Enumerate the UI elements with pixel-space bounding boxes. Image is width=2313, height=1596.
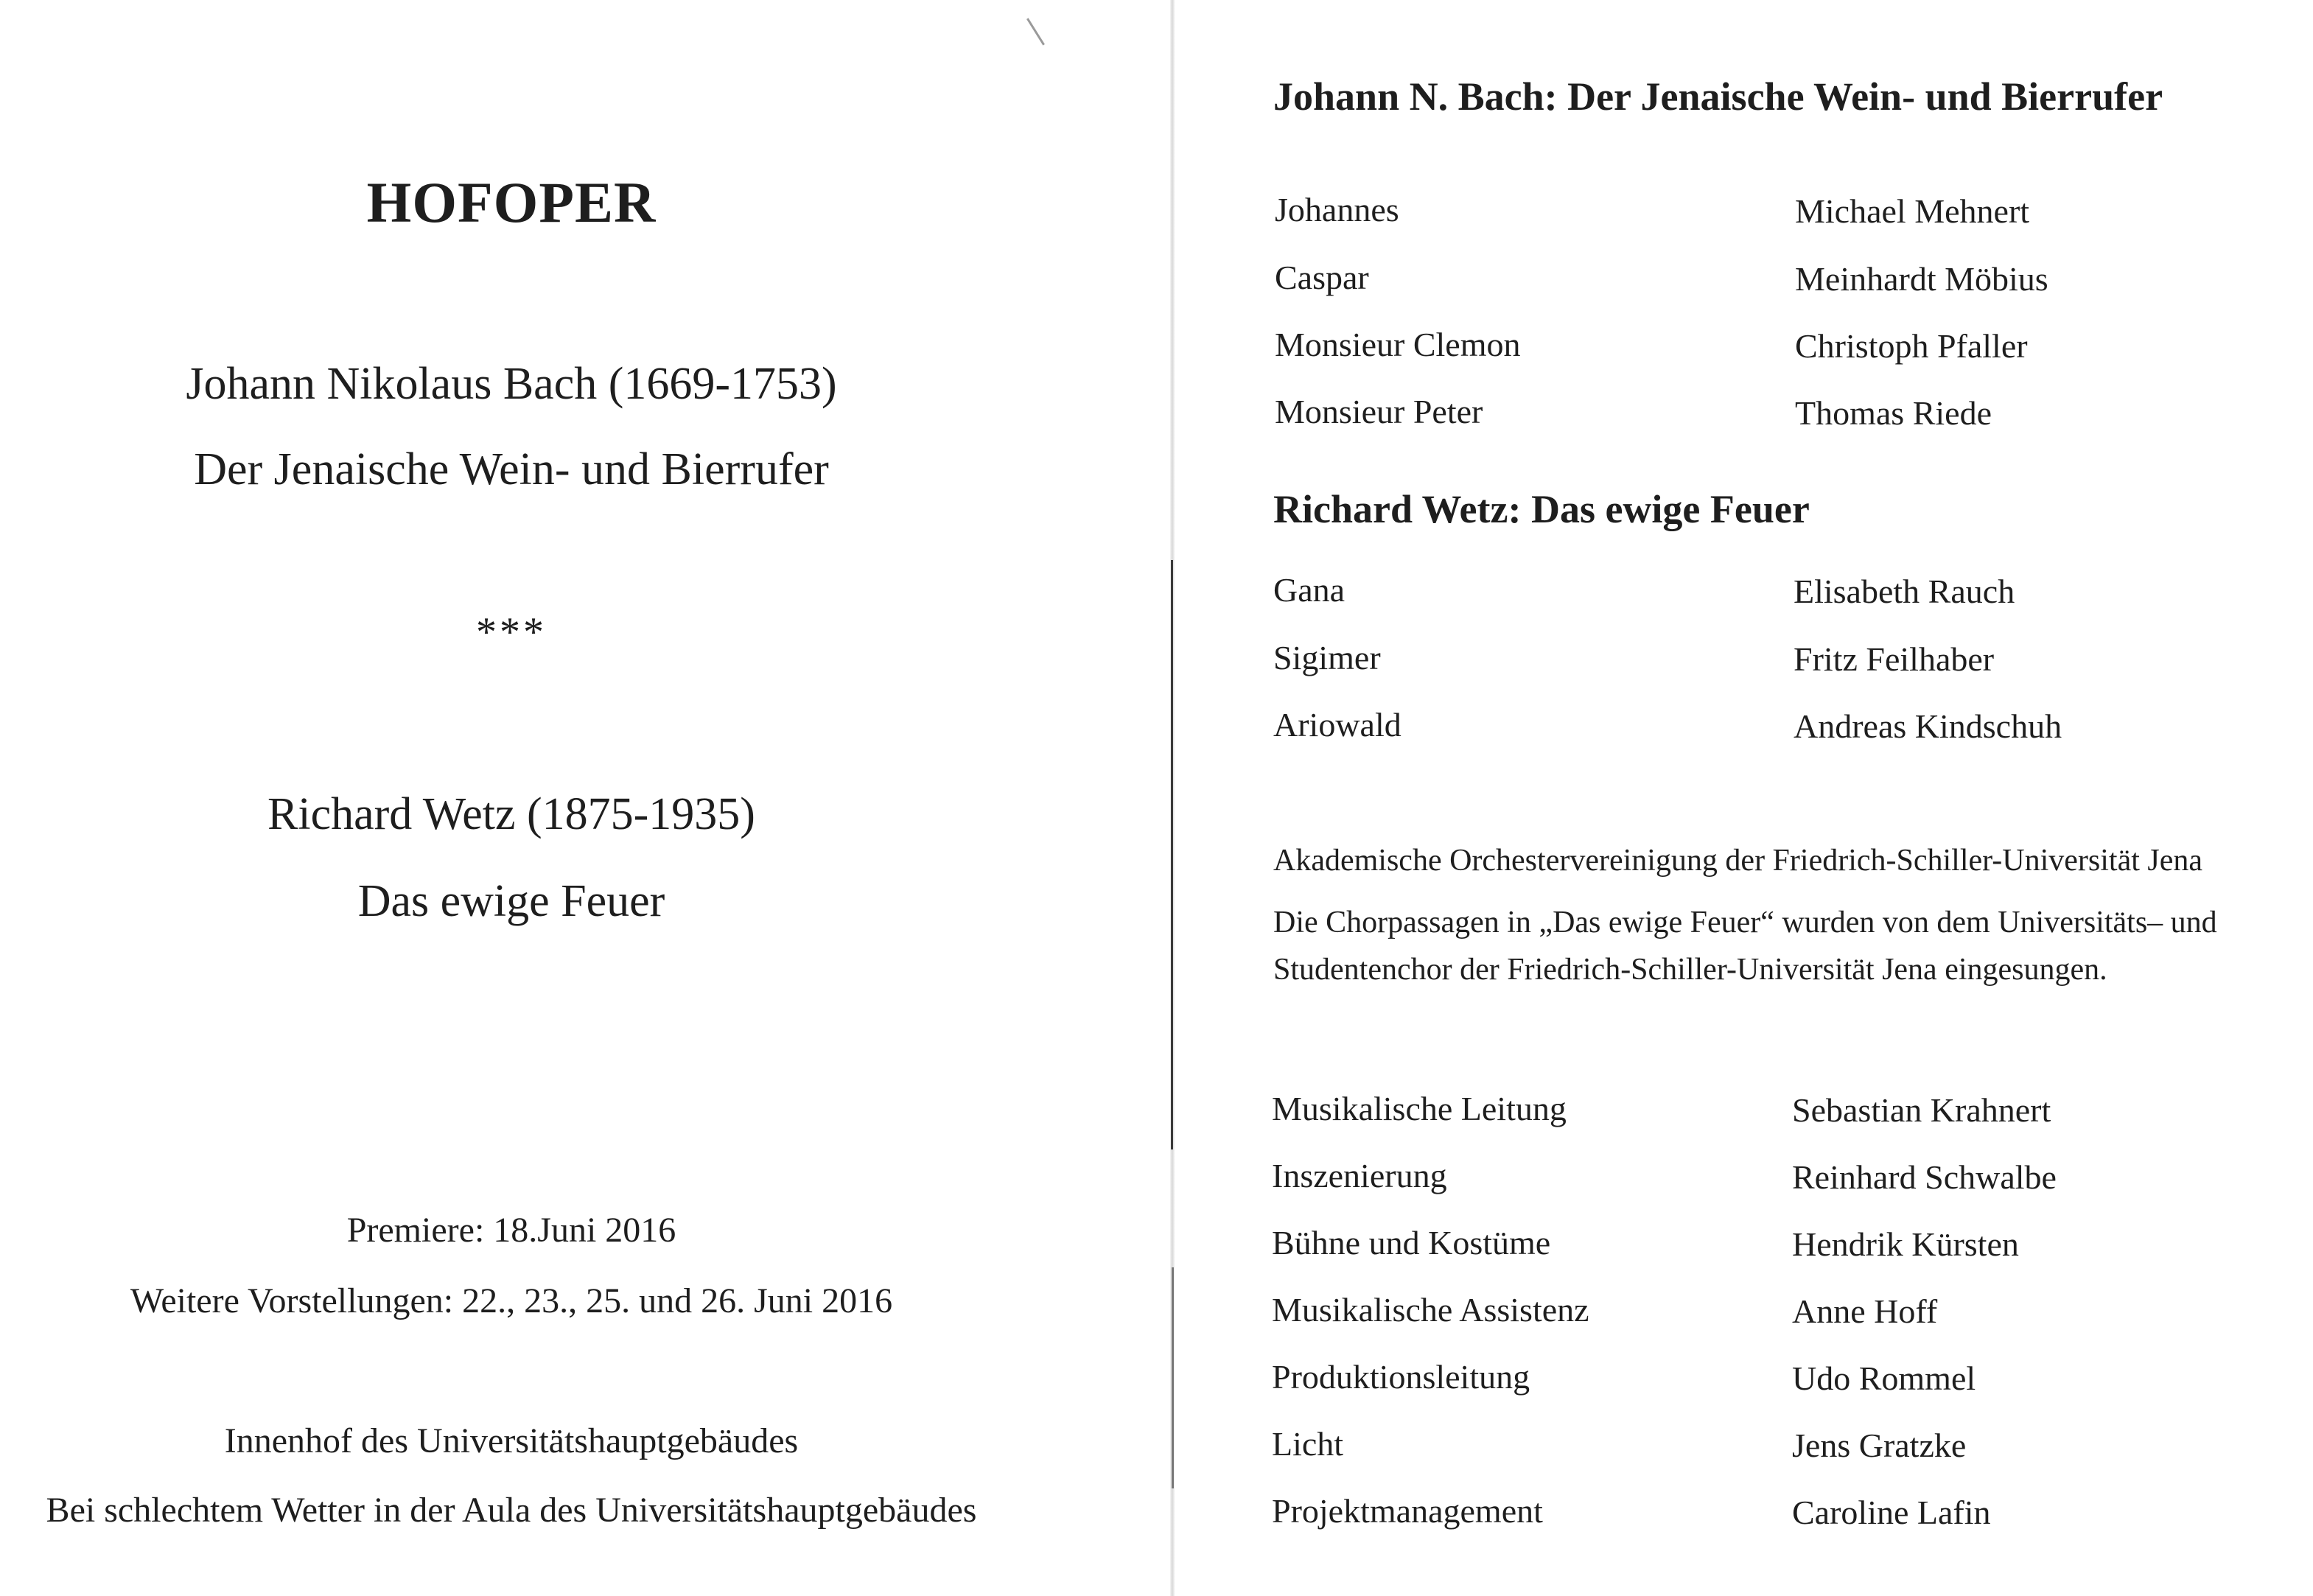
crew-name: Sebastian Krahnert [1792, 1091, 2051, 1129]
right-page [1178, 0, 2313, 1596]
crew-name: Caroline Lafin [1792, 1494, 1991, 1531]
work-bach: Der Jenaische Wein- und Bierrufer [194, 444, 829, 494]
cast-role: Gana [1273, 571, 1346, 609]
cast-role: Monsieur Peter [1275, 393, 1483, 430]
cast-role: Ariowald [1273, 706, 1402, 743]
crew-role: Licht [1272, 1425, 1344, 1463]
fold-shadow [1171, 560, 1173, 1149]
crew-role: Produktionsleitung [1272, 1358, 1530, 1396]
cast-role: Johannes [1275, 191, 1399, 228]
separator-stars: *** [476, 609, 547, 655]
crew-name: Anne Hoff [1792, 1292, 1938, 1330]
choir-credit-line1: Die Chorpassagen in „Das ewige Feuer“ wurden von dem Universitäts– und [1273, 906, 2217, 939]
composer-bach: Johann Nikolaus Bach (1669-1753) [186, 359, 837, 409]
crew-role: Musikalische Leitung [1272, 1090, 1567, 1127]
orchestra-credit: Akademische Orchestervereinigung der Friedrich-Schiller-Universität Jena [1273, 844, 2203, 878]
cast-role: Monsieur Clemon [1275, 326, 1521, 363]
choir-credit-line2: Studentenchor der Friedrich-Schiller-Universität Jena eingesungen. [1273, 953, 2107, 987]
cast-name: Michael Mehnert [1795, 192, 2030, 230]
cast-name: Fritz Feilhaber [1794, 640, 1995, 678]
premiere-date: Premiere: 18.Juni 2016 [346, 1211, 676, 1250]
crew-name: Jens Gratzke [1792, 1427, 1967, 1464]
cast-name: Thomas Riede [1795, 394, 1992, 432]
crew-role: Musikalische Assistenz [1272, 1291, 1589, 1329]
cast-role: Sigimer [1273, 639, 1381, 676]
crew-role: Projektmanagement [1272, 1492, 1543, 1530]
cast-role: Caspar [1275, 259, 1369, 296]
crew-name: Hendrik Kürsten [1792, 1225, 2019, 1263]
cast-name: Elisabeth Rauch [1794, 573, 2015, 610]
crew-name: Udo Rommel [1792, 1359, 1976, 1397]
composer-wetz: Richard Wetz (1875-1935) [267, 789, 755, 839]
work-wetz: Das ewige Feuer [357, 876, 665, 926]
program-title: HOFOPER [366, 170, 657, 234]
cast-name: Christoph Pfaller [1795, 327, 2028, 365]
crew-role: Inszenierung [1272, 1157, 1447, 1194]
further-performances: Weitere Vorstellungen: 22., 23., 25. und 26. Juni 2016 [130, 1281, 893, 1320]
crew-name: Reinhard Schwalbe [1792, 1158, 2057, 1196]
cast-name: Meinhardt Möbius [1795, 260, 2048, 298]
wetz-cast-heading: Richard Wetz: Das ewige Feuer [1273, 487, 1810, 531]
crew-role: Bühne und Kostüme [1272, 1224, 1551, 1261]
venue-bad-weather: Bei schlechtem Wetter in der Aula des Universitätshauptgebäudes [46, 1491, 977, 1530]
venue: Innenhof des Universitätshauptgebäudes [224, 1421, 799, 1460]
fold-shadow [1172, 1267, 1174, 1488]
bach-cast-heading: Johann N. Bach: Der Jenaische Wein- und Bierrufer [1273, 74, 2163, 119]
cast-name: Andreas Kindschuh [1794, 707, 2062, 745]
